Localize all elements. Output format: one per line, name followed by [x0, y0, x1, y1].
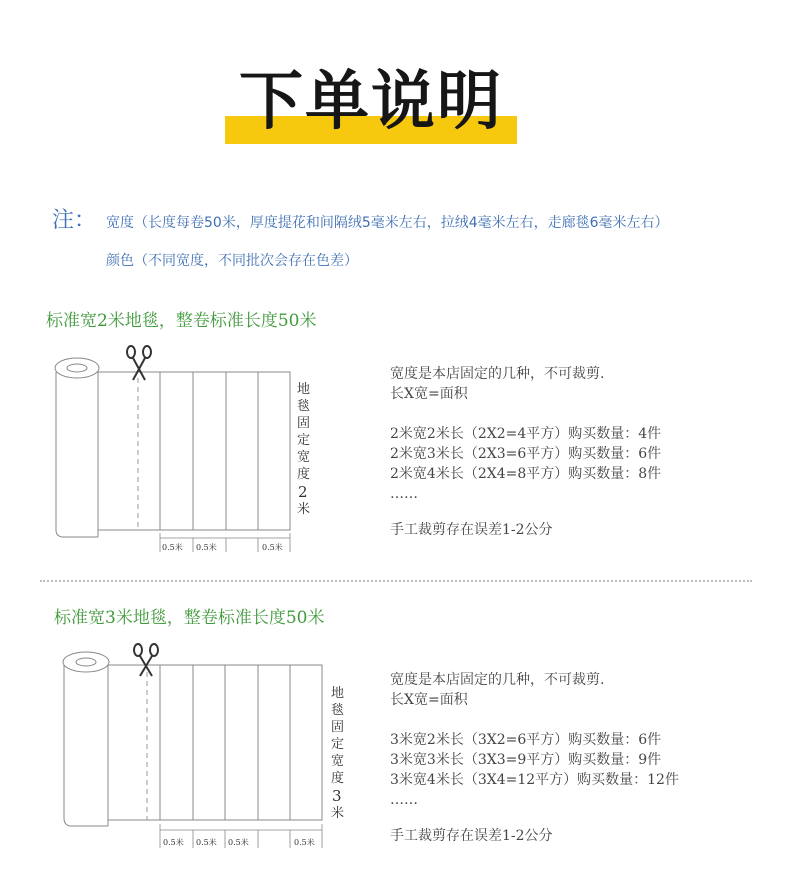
info-row: 3米宽2米长（3X2=6平方）购买数量：6件	[390, 732, 662, 748]
svg-text:2: 2	[298, 483, 308, 501]
info-ellipsis: ……	[390, 486, 418, 502]
svg-text:米: 米	[331, 806, 345, 821]
info-row: 3米宽3米长（3X3=9平方）购买数量：9件	[390, 752, 662, 768]
svg-text:地: 地	[297, 382, 311, 397]
svg-text:定: 定	[297, 433, 311, 448]
svg-text:宽: 宽	[297, 450, 311, 465]
scissors-icon	[134, 644, 158, 676]
svg-text:米: 米	[297, 502, 311, 517]
info-block-3m	[390, 670, 679, 846]
info-ellipsis: ……	[390, 792, 418, 808]
page-title: 下单说明	[239, 65, 503, 139]
info-area-formula: 长X宽=面积	[390, 386, 468, 402]
svg-text:毯: 毯	[297, 399, 311, 414]
svg-text:度: 度	[331, 771, 345, 786]
info-area-formula: 长X宽=面积	[390, 692, 468, 708]
note-color-line: 颜色（不同宽度，不同批次会存在色差）	[106, 253, 358, 269]
dim-label: 0.5米	[228, 838, 249, 847]
dim-label: 0.5米	[196, 543, 217, 552]
section-3m-heading: 标准宽3米地毯，整卷标准长度50米	[54, 608, 325, 628]
svg-text:度: 度	[297, 467, 311, 482]
note-mark: 注：	[52, 208, 97, 233]
roll-diagram-3m	[63, 652, 322, 848]
info-footer: 手工裁剪存在误差1-2公分	[390, 522, 553, 538]
section-2m-heading: 标准宽2米地毯，整卷标准长度50米	[46, 311, 317, 331]
info-row: 3米宽4米长（3X4=12平方）购买数量：12件	[390, 772, 679, 788]
side-label-2m	[297, 381, 310, 517]
svg-text:固: 固	[331, 720, 345, 735]
info-row: 2米宽4米长（2X4=8平方）购买数量：8件	[390, 466, 662, 482]
info-block-2m	[390, 364, 661, 540]
info-row: 2米宽3米长（2X3=6平方）购买数量：6件	[390, 446, 662, 462]
info-fixed-width: 宽度是本店固定的几种，不可裁剪.	[390, 366, 605, 382]
info-footer: 手工裁剪存在误差1-2公分	[390, 828, 553, 844]
svg-text:毯: 毯	[331, 703, 345, 718]
info-fixed-width: 宽度是本店固定的几种，不可裁剪.	[390, 672, 605, 688]
svg-text:地: 地	[331, 686, 345, 701]
svg-text:定: 定	[331, 737, 345, 752]
dim-label: 0.5米	[262, 543, 283, 552]
page-title-block	[225, 62, 525, 152]
side-label-3m	[331, 685, 344, 821]
section-divider	[40, 580, 752, 582]
svg-text:宽: 宽	[331, 754, 345, 769]
roll-diagram-2m	[55, 358, 290, 552]
scissors-icon	[127, 346, 151, 380]
dim-label: 0.5米	[196, 838, 217, 847]
dim-label: 0.5米	[163, 838, 184, 847]
note-width-line: 宽度（长度每卷50米，厚度提花和间隔绒5毫米左右，拉绒4毫米左右，走廊毯6毫米左右）	[106, 215, 669, 231]
dim-label: 0.5米	[162, 543, 183, 552]
info-row: 2米宽2米长（2X2=4平方）购买数量：4件	[390, 426, 662, 442]
svg-text:固: 固	[297, 416, 311, 431]
dim-label: 0.5米	[294, 838, 315, 847]
svg-text:3: 3	[332, 787, 342, 805]
